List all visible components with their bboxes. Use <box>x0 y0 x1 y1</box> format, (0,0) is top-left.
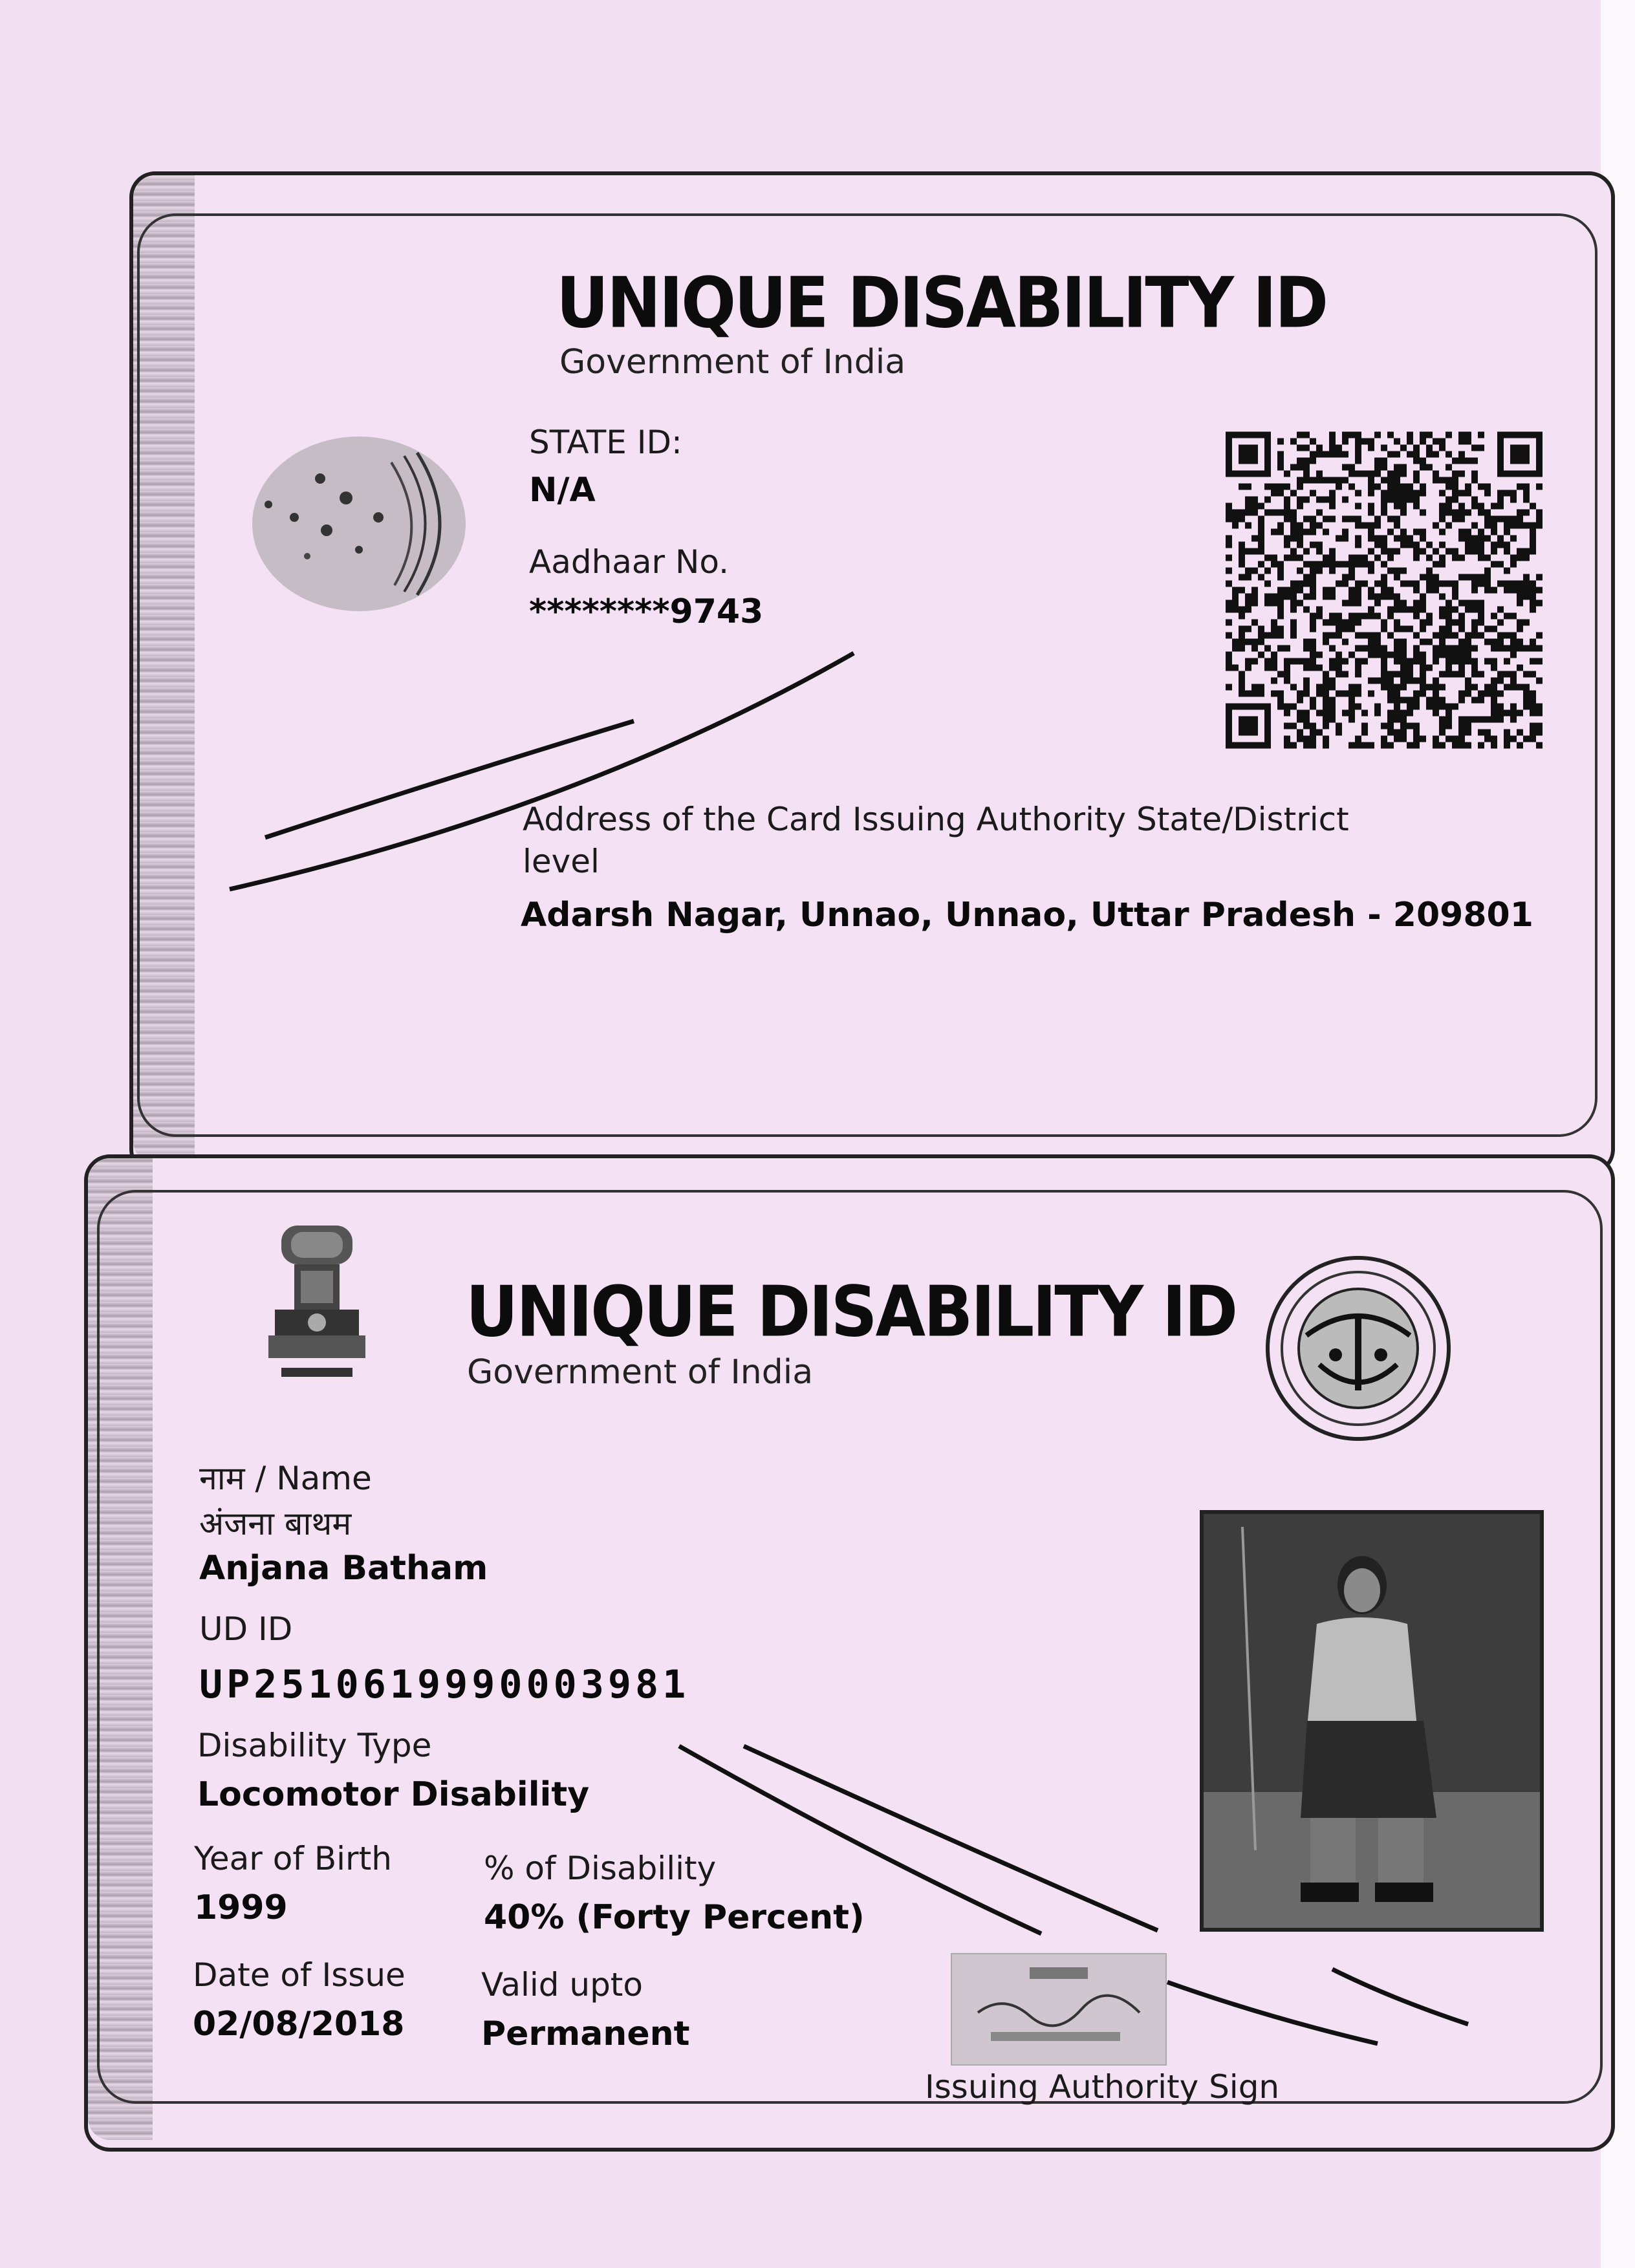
address-label-line2: level <box>523 843 600 880</box>
date-of-issue-value: 02/08/2018 <box>193 2005 405 2044</box>
name-hindi: अंजना बाथम <box>199 1505 352 1542</box>
address-value: Adarsh Nagar, Unnao, Unnao, Uttar Pradesh - 209801 <box>521 896 1533 934</box>
date-of-issue-label: Date of Issue <box>193 1956 406 1994</box>
udid-value: UP2510619990003981 <box>199 1662 690 1707</box>
card-front-subtitle: Government of India <box>467 1353 814 1392</box>
valid-upto-value: Permanent <box>481 2014 690 2053</box>
card-front-title: UNIQUE DISABILITY ID <box>466 1271 1237 1353</box>
disability-type-value: Locomotor Disability <box>197 1775 590 1814</box>
aadhaar-label: Aadhaar No. <box>529 543 730 581</box>
state-id-label: STATE ID: <box>529 424 682 461</box>
valid-upto-label: Valid upto <box>481 1966 643 2003</box>
issuing-authority-stamp <box>951 1953 1167 2066</box>
percent-disability-label: % of Disability <box>484 1850 717 1887</box>
aadhaar-value: ********9743 <box>529 592 764 631</box>
address-label-line1: Address of the Card Issuing Authority State/District <box>523 801 1349 838</box>
disability-type-label: Disability Type <box>197 1727 432 1764</box>
percent-disability-value: 40% (Forty Percent) <box>484 1898 865 1937</box>
year-of-birth-label: Year of Birth <box>194 1840 392 1877</box>
card-back-subtitle: Government of India <box>559 343 906 382</box>
signature-mark <box>952 1954 1165 2064</box>
year-of-birth-value: 1999 <box>194 1888 288 1927</box>
state-id-value: N/A <box>529 471 596 510</box>
name-label: नाम / Name <box>199 1460 372 1497</box>
national-emblem-icon <box>255 1219 378 1407</box>
udid-label: UD ID <box>199 1610 293 1648</box>
uttar-pradesh-seal-icon <box>1258 1251 1458 1445</box>
qr-code-icon <box>1226 430 1543 750</box>
hologram-seal-icon <box>230 427 475 621</box>
holder-photo-image <box>1204 1514 1540 1928</box>
name-value: Anjana Batham <box>199 1549 488 1588</box>
card-back-title: UNIQUE DISABILITY ID <box>556 262 1327 344</box>
issuing-authority-sign-label: Issuing Authority Sign <box>925 2068 1280 2106</box>
holder-photo <box>1200 1510 1544 1932</box>
